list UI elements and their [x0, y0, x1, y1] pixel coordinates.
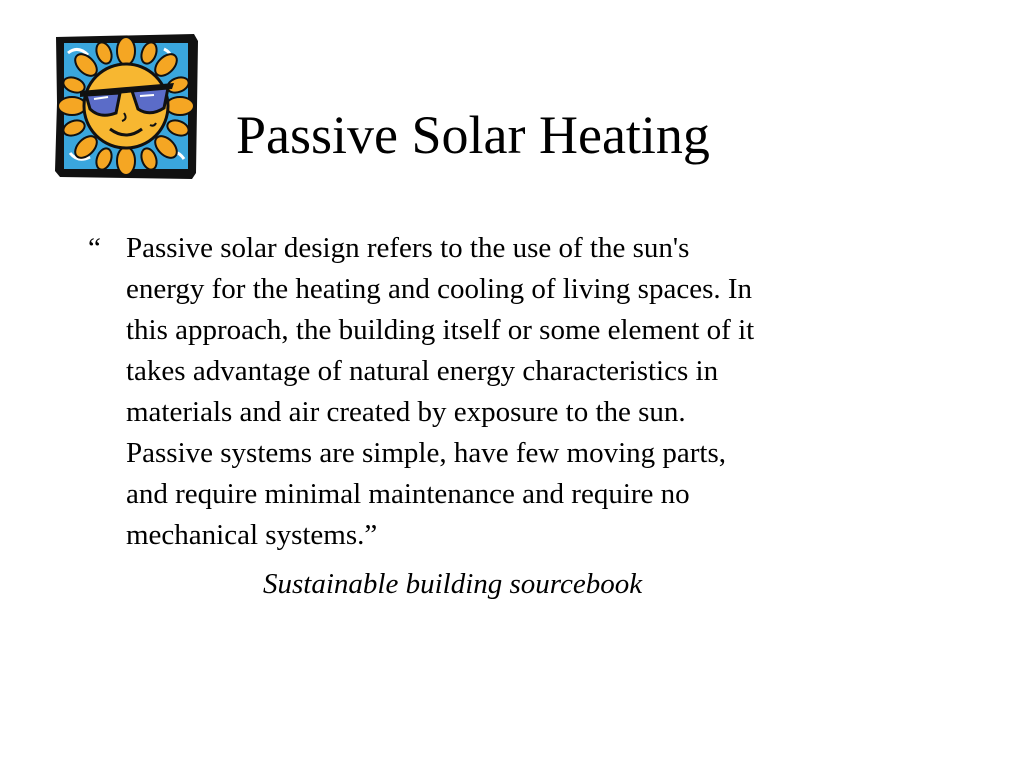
quote-line: mechanical systems.”: [126, 519, 378, 551]
quote-line: energy for the heating and cooling of living spaces. In: [126, 273, 753, 305]
quote-line: this approach, the building itself or some element of it: [126, 314, 755, 346]
quote-block: [88, 228, 886, 556]
quote-line: takes advantage of natural energy characteristics in: [126, 355, 719, 387]
sun-with-sunglasses-icon: [54, 33, 199, 180]
quote-text: [126, 228, 886, 556]
quote-line: Passive solar design refers to the use of the sun's: [126, 232, 690, 264]
quote-source: Sustainable building sourcebook: [263, 568, 643, 600]
slide-title: Passive Solar Heating: [236, 105, 710, 165]
opening-quote-mark: “: [88, 232, 101, 264]
quote-line: Passive systems are simple, have few moving parts,: [126, 437, 727, 469]
quote-line: materials and air created by exposure to the sun.: [126, 396, 686, 428]
quote-line: and require minimal maintenance and require no: [126, 478, 690, 510]
